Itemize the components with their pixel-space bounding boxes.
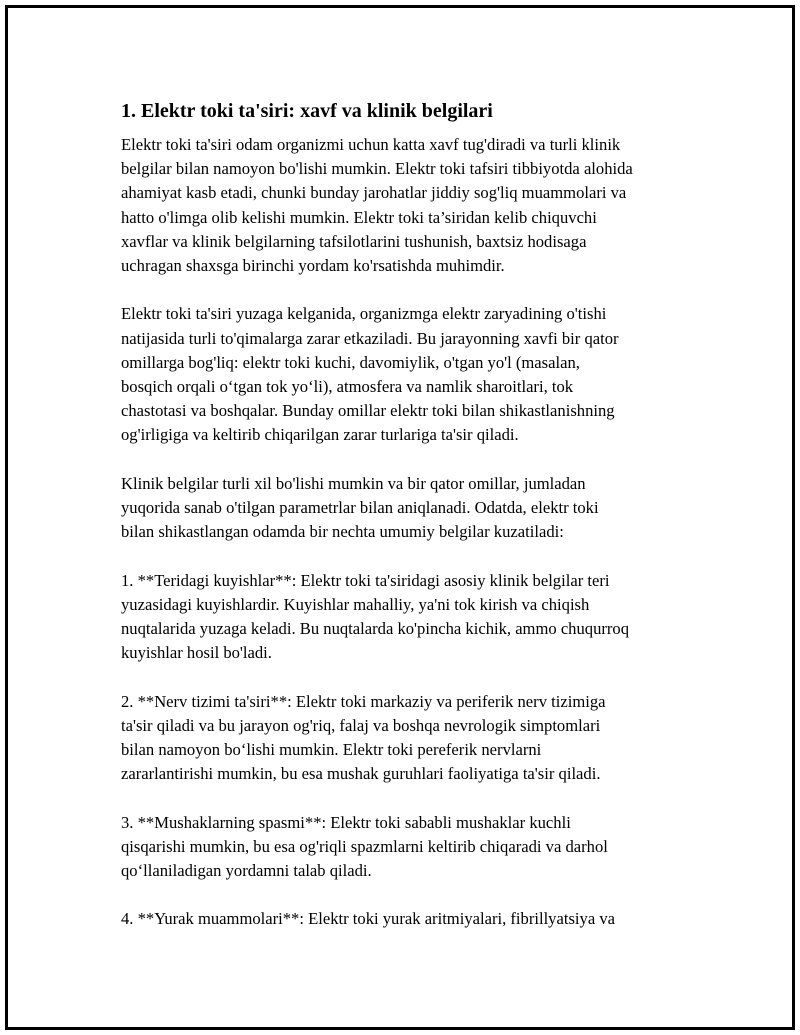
paragraph-intro: Elektr toki ta'siri odam organizmi uchun katta xavf tug'diradi va turli klinik belgilar bilan namoyon bo'lishi mumkin. Elektr toki tafsiri tibbiyotda alohida ahamiyat kasb etadi, chunki bunday jarohatlar jiddiy sog'liq muammolari va hatto o'limga olib kelishi mumkin. Elektr toki ta’siridan kelib chiquvchi xavflar va klinik belgilarning tafsilotlarini tushunish, baxtsiz hodisaga uchragan shaxsga birinchi yordam ko'rsatishda muhimdir.: [121, 135, 633, 276]
list-item-nervous-system: 2. **Nerv tizimi ta'siri**: Elektr toki markaziy va periferik nerv tizimiga ta'sir qiladi va bu jarayon og'riq, falaj va boshqa nevrologik simptomlari bilan namoyon bo‘lishi mumkin. Elektr toki pereferik nervlarni zararlantirishi mumkin, bu esa mushak guruhlari faoliyatiga ta'sir qiladi.: [121, 691, 606, 784]
paragraph-clinical-signs: Klinik belgilar turli xil bo'lishi mumkin va bir qator omillar, jumladan yuqorida sanab o'tilgan parametrlar bilan aniqlanadi. Odatda, elektr toki bilan shikastlangan odamda bir nechta umumiy belgilar kuzatiladi:: [121, 473, 599, 542]
document-title: 1. Elektr toki ta'siri: xavf va klinik belgilari: [121, 100, 493, 122]
document-body: [121, 98, 721, 956]
list-item-muscle-spasm: 3. **Mushaklarning spasmi**: Elektr toki sababli mushaklar kuchli qisqarishi mumkin, bu esa og'riqli spazmlarni keltirib chiqaradi va darhol qo‘llaniladigan yordamni talab qiladi.: [121, 812, 608, 881]
list-item-heart-problems: 4. **Yurak muammolari**: Elektr toki yurak aritmiyalari, fibrillyatsiya va: [121, 909, 615, 929]
list-item-skin-burns: 1. **Teridagi kuyishlar**: Elektr toki ta'siridagi asosiy klinik belgilar teri yuzasidagi kuyishlardir. Kuyishlar mahalliy, ya'ni tok kirish va chiqish nuqtalarida yuzaga keladi. Bu nuqtalarda ko'pincha kichik, ammo chuqurroq kuyishlar hosil bo'ladi.: [121, 570, 630, 663]
paragraph-risk-factors: Elektr toki ta'siri yuzaga kelganida, organizmga elektr zaryadining o'tishi natijasida turli to'qimalarga zarar etkaziladi. Bu jarayonning xavfi bir qator omillarga bog'liq: elektr toki kuchi, davomiylik, o'tgan yo'l (masalan, bosqich orqali o‘tgan tok yo‘li), atmosfera va namlik sharoitlari, tok chastotasi va boshqalar. Bunday omillar elektr toki bilan shikastlanishning og'irligiga va keltirib chiqarilgan zarar turlariga ta'sir qiladi.: [121, 304, 619, 445]
page-frame: [5, 5, 795, 1030]
